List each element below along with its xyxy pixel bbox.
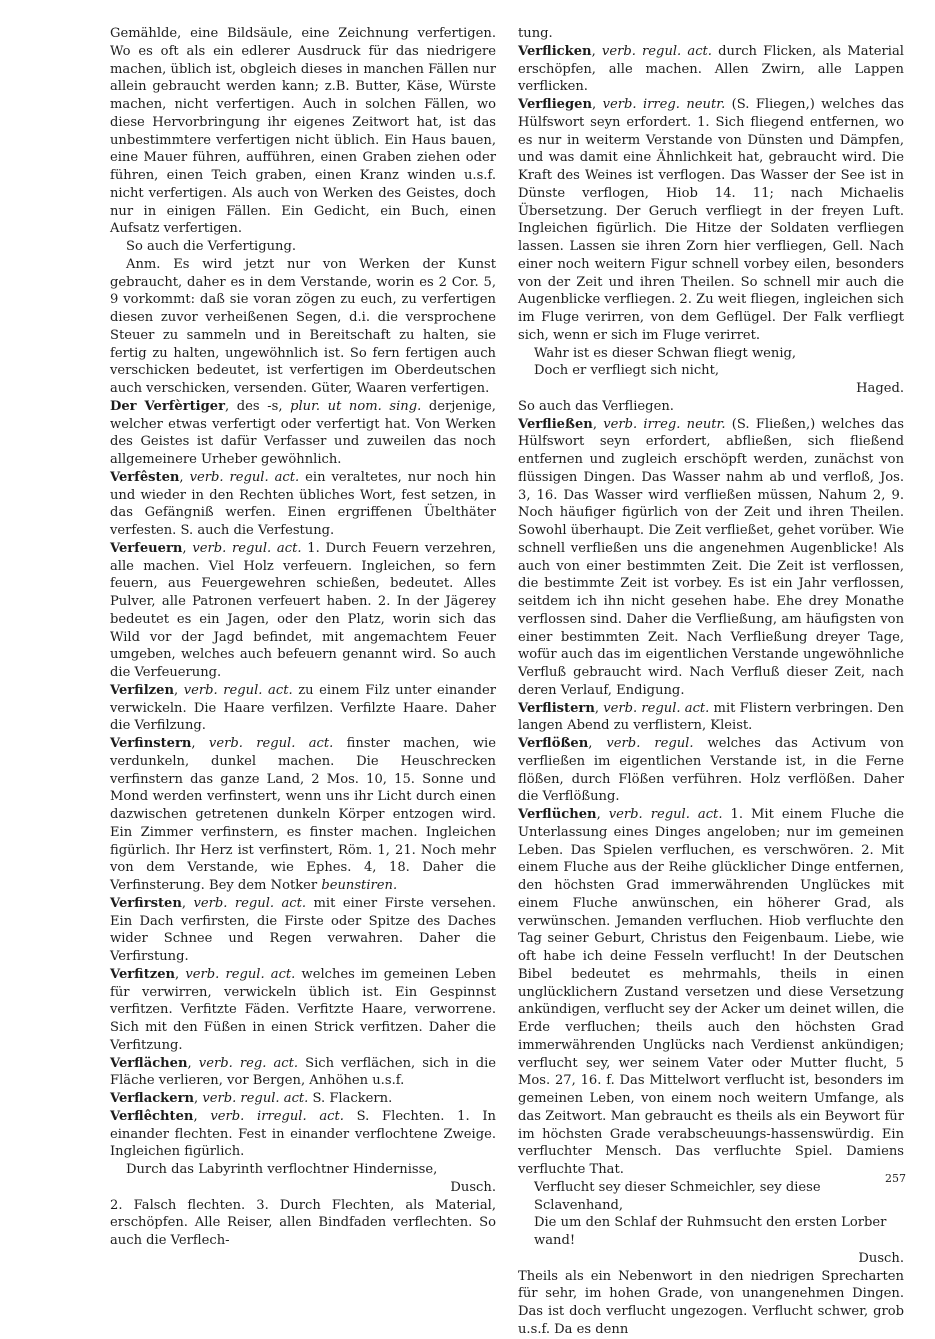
page-number: 257 xyxy=(885,1172,906,1185)
grammar-label: verb. irregul. act. xyxy=(210,1108,344,1124)
quoted-verse: Verflucht sey dieser Schmeichler, sey diese Sclavenhand, xyxy=(534,1179,821,1213)
entry-continuation: Theils als ein Nebenwort in den niedrigen Sprecharten für sehr, im hohen Grade, von unangenehmen Dingen. Das ist doch verflucht ungezogen. Verflucht schwer, grob u.s.f. Da es denn xyxy=(518,1268,904,1337)
dictionary-entry: Verflistern, verb. regul. act. mit Flistern verbringen. Den langen Abend zu verflistern, Kleist. xyxy=(518,700,904,734)
grammar-label: verb. reg. act. xyxy=(198,1055,299,1071)
definition: 1. Durch Feuern verzehren, alle machen. Viel Holz verfeuern. Ingleichen, so fern feuern, aus Feuergewehren schießen, bedeutet. Alles Pulver, alle Patronen verfeuert haben. 2. In der Jägerey bedeutet es ein Jagen, oder den Platz, worin sich das Wild vor der Jagd befindet, mit angemachtem Feuer umgeben, welches auch befeuern genannt wird. So auch die Verfeuerung. xyxy=(110,540,496,680)
headword: Verflistern xyxy=(518,700,595,716)
headword: Verflüchen xyxy=(518,807,597,822)
definition: mit Flistern verbringen. Den langen Abend zu verflistern, Kleist. xyxy=(518,700,904,734)
dictionary-entry: Verfeuern, verb. regul. act. 1. Durch Feuern verzehren, alle machen. Viel Holz verfeuern. Ingleichen, so fern feuern, aus Feuergewehren schießen, bedeutet. Alles Pulver, alle Patronen verfeuert haben. 2. In der Jägerey bedeutet es ein Jagen, oder den Platz, worin sich das Wild vor der Jagd befindet, mit angemachtem Feuer umgeben, welches auch befeuern genannt wird. So auch die Verfeuerung. xyxy=(110,540,496,680)
entry-continuation: tung. xyxy=(518,26,553,41)
dictionary-entry: Verfêsten, verb. regul. act. ein veraltetes, nur noch hin und wieder in den Rechten übliches Wort, fest setzen, in das Gefängniß werfen. Einen ergriffenen Übelthäter verfesten. S. auch die Verfestung. xyxy=(110,469,496,538)
quote-attribution: Dusch. xyxy=(450,1179,496,1195)
dictionary-entry: Verfließen, verb. irreg. neutr. (S. Fließen,) welches das Hülfswort seyn erfordert, abfließen, sich fließend entfernen und zugleich erschöpft werden, zunächst von flüssigen Dingen. Das Wasser nahm ab und verfloß, Jos. 3, 16. Das Wasser wird verfließen müssen, Nahum 2, 9. Noch häufiger figürlich von der Zeit und ihren Theilen. Sowohl überhaupt. Die Zeit verfließet, gehet vorüber. Wie schnell verfließen uns die angenehmen Augenblicke! Als auch von einer bestimmten Zeit. Die Zeit ist verflossen, die bestimmte Zeit ist vorbey. Es ist ein Jahr verflossen, seitdem ich ihn nicht gesehen habe. Ehe drey Monathe verflossen sind. Daher die Verfließung, am häufigsten von einer bestimmten Zeit. Nach Verfließung dreyer Tage, wofür auch das im eigentlichen Verstande ungewöhnliche Verfluß gebraucht wird. Nach Verfluß dieser Zeit, nach deren Verlauf, Endigung. xyxy=(518,416,905,698)
entry-continuation: 2. Falsch flechten. 3. Durch Flechten, als Material, erschöpfen. Alle Reiser, allen Bindfaden verflechten. So auch die Verflech- xyxy=(110,1197,496,1248)
headword: Verfitzen xyxy=(110,966,176,982)
dictionary-entry: Verflößen, verb. regul. welches das Activum von verfließen im eigentlichen Verstande ist, in die Ferne flößen, durch Flößen verführen. Holz verflößen. Daher die Verflößung. xyxy=(518,736,904,805)
headword: Verfirsten xyxy=(110,895,182,911)
grammar-label: verb. regul. act. xyxy=(208,736,334,751)
old-form: beunstiren. xyxy=(321,878,398,893)
headword: Verflächen xyxy=(110,1055,188,1071)
headword: Verflößen xyxy=(518,736,589,751)
definition: (S. Fließen,) welches das Hülfswort seyn erfordert, abfließen, sich fließend entfernen und zugleich erschöpft werden, zunächst von flüssigen Dingen. Das Wasser nahm ab und verfloß, Jos. 3, 16. Das Wasser wird verfließen müssen, Nahum 2, 9. Noch häufiger figürlich von der Zeit und ihren Theilen. Sowohl überhaupt. Die Zeit verfließet, gehet vorüber. Wie schnell verfließen uns die angenehmen Augenblicke! Als auch von einer bestimmten Zeit. Die Zeit ist verflossen, die bestimmte Zeit ist vorbey. Es ist ein Jahr verflossen, seitdem ich ihn nicht gesehen habe. Ehe drey Monathe verflossen sind. Daher die Verfließung, am häufigsten von einer bestimmten Zeit. Nach Verfließung dreyer Tage, wofür auch das im eigentlichen Verstande ungewöhnliche Verfluß gebraucht wird. Nach Verfluß dieser Zeit, nach deren Verlauf, Endigung. xyxy=(518,416,905,698)
headword: Verflêchten xyxy=(110,1108,194,1124)
entry-continuation: Gemählde, eine Bildsäule, eine Zeichnung verfertigen. Wo es oft als ein edlerer Ausdruck für das niedrigere machen, üblich ist, obgleich dieses in manchen Fällen nur allein gebraucht werden kann; z.B. Butter, Käse, Würste machen, nicht verfertigen. Auch in solchen Fällen, wo diese Hervorbringung ihr eigenes Zeitwort hat, ist das unbestimmtere verfertigen nicht üblich. Ein Haus bauen, eine Mauer führen, aufführen, einen Graben ziehen oder führen, einen Teich graben, einen Kranz winden u.s.f. nicht verfertigen. Als auch von Werken des Geistes, doch nur in einigen Fällen. Ein Gedicht, ein Buch, einen Aufsatz verfertigen. xyxy=(110,26,496,237)
headword: Verflackern xyxy=(110,1091,194,1106)
headword: Verfeuern xyxy=(110,540,183,556)
definition: 1. Mit einem Fluche die Unterlassung eines Dinges angeloben; nur im gemeinen Leben. Das Spielen verfluchen, es verschwören. 2. Mit einem Fluche aus der Reihe glücklicher Dinge entfernen, den höchsten Grad immerwährenden Unglückes mit einem Fluche anwünschen, ein höherer Grad, als verwünschen. Jemanden verfluchen. Hiob verfluchte den Tag seiner Geburt, Christus den Feigenbaum. Liebe, wie oft habe ich deine Fesseln verflucht! In der Deutschen Bibel bedeutet es mehrmahls, theils in einen unglücklichern Zustand versetzen und diese Versetzung ankündigen, verflucht sey der Acker um deinet willen, die Erde verfluchen; theils auch den höchsten Grad immerwährenden Unglücks nach Verdienst ankündigen; verflucht sey, wer seinem Vater oder Mutter flucht, 5 Mos. 27, 16. f. Das Mittelwort verflucht ist, besonders im gemeinen Leben, von einem noch weitern Umfange, als das Zeitwort. Man gebraucht es theils als ein Beywort für im höchsten Grade verabscheuungs-hassenswürdig. Ein verfluchter Mensch. Das verfluchte Spiel. Damiens verfluchte That. xyxy=(518,807,905,1177)
quote-attribution: Haged. xyxy=(856,381,904,396)
grammar-label: plur. ut nom. sing. xyxy=(290,398,422,414)
dictionary-entry: Verflackern, verb. regul. act. S. Flackern. xyxy=(110,1091,393,1106)
dictionary-entry: Verflüchen, verb. regul. act. 1. Mit einem Fluche die Unterlassung eines Dinges angeloben; nur im gemeinen Leben. Das Spielen verfluchen, es verschwören. 2. Mit einem Fluche aus der Reihe glücklicher Dinge entfernen, den höchsten Grad immerwährenden Unglückes mit einem Fluche anwünschen, ein höherer Grad, als verwünschen. Jemanden verfluchen. Hiob verfluchte den Tag seiner Geburt, Christus den Feigenbaum. Liebe, wie oft habe ich deine Fesseln verflucht! In der Deutschen Bibel bedeutet es mehrmahls, theils in einen unglücklichern Zustand versetzen und diese Versetzung ankündigen, verflucht sey der Acker um deinet willen, die Erde verfluchen; theils auch den höchsten Grad immerwährenden Unglücks nach Verdienst ankündigen; verflucht sey, wer seinem Vater oder Mutter flucht, 5 Mos. 27, 16. f. Das Mittelwort verflucht ist, besonders im gemeinen Leben, von einem noch weitern Umfange, als das Zeitwort. Man gebraucht es theils als ein Beywort für im höchsten Grade verabscheuungs-hassenswürdig. Ein verfluchter Mensch. Das verfluchte Spiel. Damiens verfluchte That. xyxy=(518,807,905,1177)
quote-attribution: Dusch. xyxy=(858,1250,904,1266)
grammar-label: verb. regul. act. xyxy=(192,540,302,556)
quoted-verse: Doch er verfliegt sich nicht, xyxy=(534,363,720,379)
definition: derjenige, welcher etwas verfertigt oder verfertigt hat. Von Werken des Geistes ist dafür Verfasser und zuweilen das noch allgemeinere Urheber gewöhnlich. xyxy=(110,398,496,467)
grammar-label: verb. regul. act. xyxy=(183,682,293,698)
definition: ein veraltetes, nur noch hin und wieder in den Rechten übliches Wort, fest setzen, in das Gefängniß werfen. Einen ergriffenen Übelthäter verfesten. S. auch die Verfestung. xyxy=(110,469,496,538)
quoted-verse: Wahr ist es dieser Schwan fliegt wenig, xyxy=(534,345,797,361)
dictionary-entry: Verflêchten, verb. irregul. act. S. Flechten. 1. In einander flechten. Fest in einander verflochtene Zweige. Ingleichen figürlich. xyxy=(110,1108,496,1160)
quoted-verse: Durch das Labyrinth verflochtner Hindernisse, xyxy=(126,1162,438,1177)
right-column xyxy=(518,25,904,1339)
remark-paragraph: Anm. Es wird jetzt nur von Werken der Kunst gebraucht, daher es in dem Verstande, worin es 2 Cor. 5, 9 vorkommt: daß sie voran zögen zu euch, zu verfertigen diesen zuvor verheißenen Segen, d.i. die versprochene Steuer zu sammeln und in Bereitschaft zu halten, sie fertig zu halten, ungewöhnlich ist. So fern fertigen auch verschicken bedeutet, ist verfertigen im Oberdeutschen auch verschicken, versenden. Güter, Waaren verfertigen. xyxy=(110,256,496,396)
dictionary-entry: Verfinstern, verb. regul. act. finster machen, wie verdunkeln, dunkel machen. Die Heuschrecken verfinstern das ganze Land, 2 Mos. 10, 15. Sonne und Mond werden verfinstert, wenn uns ihr Licht durch einen dazwischen getretenen dunkeln Körper entzogen wird. Ein Zimmer verfinstern, es finster machen. Ingleichen figürlich. Ihr Herz ist verfinstert, Röm. 1, 21. Noch mehr von dem Verstande, wie Ephes. 4, 18. Daher die Verfinsterung. Bey dem Notker beunstiren. xyxy=(110,736,496,893)
grammar-label: verb. regul. act. xyxy=(193,895,307,911)
headword: Der Verfèrtiger xyxy=(110,398,226,414)
dictionary-entry: Verfliegen, verb. irreg. neutr. (S. Fliegen,) welches das Hülfswort seyn erfordert. 1. Sich fliegend entfernen, wo es nur in weiterm Verstande von Dünsten und Dämpfen, und was damit eine Ähnlichkeit hat, gebraucht wird. Die Kraft des Weines ist verflogen. Das Wasser der See ist in Dünste verflogen, Hiob 14. 11; nach Michaelis Übersetzung. Der Geruch verfliegt in der freyen Luft. Ingleichen figürlich. Die Hitze der Soldaten verfliegen lassen. Lassen sie ihren Zorn hier verfliegen, Gell. Nach einer noch weitern Figur schnell vorbey eilen, besonders von der Zeit und ihren Theilen. So schnell mir auch die Augenblicke verfliegen. 2. Zu weit fliegen, ingleichen sich im Fluge verirren, von dem Geflügel. Der Falk verfliegt sich, wenn er sich im Fluge verirret. xyxy=(518,97,904,343)
dictionary-entry: Der Verfèrtiger, des -s, plur. ut nom. sing. derjenige, welcher etwas verfertigt oder verfertigt hat. Von Werken des Geistes ist dafür Verfasser und zuweilen das noch allgemeinere Urheber gewöhnlich. xyxy=(110,398,496,467)
headword: Verflicken xyxy=(518,43,592,59)
grammar-label: verb. regul. act. xyxy=(185,966,296,982)
left-column xyxy=(110,25,496,1250)
dictionary-entry: Verflicken, verb. regul. act. durch Flicken, als Material erschöpfen, alle machen. Allen Zwirn, alle Lappen verflicken. xyxy=(518,43,904,95)
grammar-label: verb. irreg. neutr. xyxy=(602,97,726,112)
definition: durch Flicken, als Material erschöpfen, alle machen. Allen Zwirn, alle Lappen verflicken. xyxy=(518,43,904,95)
definition: Sich verflächen, sich in die Fläche verlieren, vor Bergen, Anhöhen u.s.f. xyxy=(110,1055,497,1089)
definition: zu einem Filz unter einander verwickeln. Die Haare verfilzen. Verfilzte Haare. Daher die Verfilzung. xyxy=(110,682,496,734)
headword: Verfließen xyxy=(518,416,593,432)
definition: S. Flackern. xyxy=(308,1091,393,1106)
headword: Verfinstern xyxy=(110,736,192,751)
definition: mit einer Firste versehen. Ein Dach verfirsten, die Firste oder Spitze des Daches wider Schnee und Regen verwahren. Daher die Verfirstung. xyxy=(110,895,496,964)
grammar-label: verb. regul. act. xyxy=(608,807,723,822)
headword: Verfilzen xyxy=(110,682,174,698)
headword: Verfêsten xyxy=(110,469,180,485)
definition: welches im gemeinen Leben für verwirren, verwickeln üblich ist. Ein Gespinnst verfitzen. Verfitzte Fäden. Verfitzte Haare, verworrene. Sich mit den Füßen in einen Strick verfitzen. Daher die Verfitzung. xyxy=(110,966,496,1053)
headword: Verfliegen xyxy=(518,97,593,112)
grammar-label: verb. regul. act. xyxy=(603,700,710,716)
grammar-label: verb. irreg. neutr. xyxy=(603,416,726,432)
dictionary-entry: Verfirsten, verb. regul. act. mit einer Firste versehen. Ein Dach verfirsten, die Firste oder Spitze des Daches wider Schnee und Regen verwahren. Daher die Verfirstung. xyxy=(110,895,496,964)
definition: (S. Fliegen,) welches das Hülfswort seyn erfordert. 1. Sich fliegend entfernen, wo es nur in weiterm Verstande von Dünsten und Dämpfen, und was damit eine Ähnlichkeit hat, gebraucht wird. Die Kraft des Weines ist verflogen. Das Wasser der See ist in Dünste verflogen, Hiob 14. 11; nach Michaelis Übersetzung. Der Geruch verfliegt in der freyen Luft. Ingleichen figürlich. Die Hitze der Soldaten verfliegen lassen. Lassen sie ihren Zorn hier verfliegen, Gell. Nach einer noch weitern Figur schnell vorbey eilen, besonders von der Zeit und ihren Theilen. So schnell mir auch die Augenblicke verfliegen. 2. Zu weit fliegen, ingleichen sich im Fluge verirren, von dem Geflügel. Der Falk verfliegt sich, wenn er sich im Fluge verirret. xyxy=(518,97,904,343)
derivative-note: So auch das Verfliegen. xyxy=(518,398,674,414)
dictionary-entry: Verfitzen, verb. regul. act. welches im gemeinen Leben für verwirren, verwickeln üblich ist. Ein Gespinnst verfitzen. Verfitzte Fäden. Verfitzte Haare, verworrene. Sich mit den Füßen in einen Strick verfitzen. Daher die Verfitzung. xyxy=(110,966,496,1053)
definition: welches das Activum von verfließen im eigentlichen Verstande ist, in die Ferne flößen, durch Flößen verführen. Holz verflößen. Daher die Verflößung. xyxy=(518,736,904,805)
grammar-label: verb. regul. act. xyxy=(189,469,300,485)
dictionary-entry: Verfilzen, verb. regul. act. zu einem Filz unter einander verwickeln. Die Haare verfilzen. Verfilzte Haare. Daher die Verfilzung. xyxy=(110,682,496,734)
definition: S. Flechten. 1. In einander flechten. Fest in einander verflochtene Zweige. Ingleichen figürlich. xyxy=(110,1108,496,1160)
grammar-label: verb. regul. act. xyxy=(202,1091,309,1106)
derivative-note: So auch die Verfertigung. xyxy=(126,239,297,254)
grammar-label: verb. regul. act. xyxy=(601,43,712,59)
grammar-label: verb. regul. xyxy=(606,736,694,751)
definition: finster machen, wie verdunkeln, dunkel machen. Die Heuschrecken verfinstern das ganze Land, 2 Mos. 10, 15. Sonne und Mond werden verfinstert, wenn uns ihr Licht durch einen dazwischen getretenen dunkeln Körper entzogen wird. Ein Zimmer verfinstern, es finster machen. Ingleichen figürlich. Ihr Herz ist verfinstert, Röm. 1, 21. Noch mehr von dem Verstande, wie Ephes. 4, 18. Daher die Verfinsterung. Bey dem Notker xyxy=(110,736,496,893)
quoted-verse: Die um den Schlaf der Ruhmsucht den ersten Lorber wand! xyxy=(534,1215,887,1248)
dictionary-entry: Verflächen, verb. reg. act. Sich verflächen, sich in die Fläche verlieren, vor Bergen, Anhöhen u.s.f. xyxy=(110,1055,497,1089)
